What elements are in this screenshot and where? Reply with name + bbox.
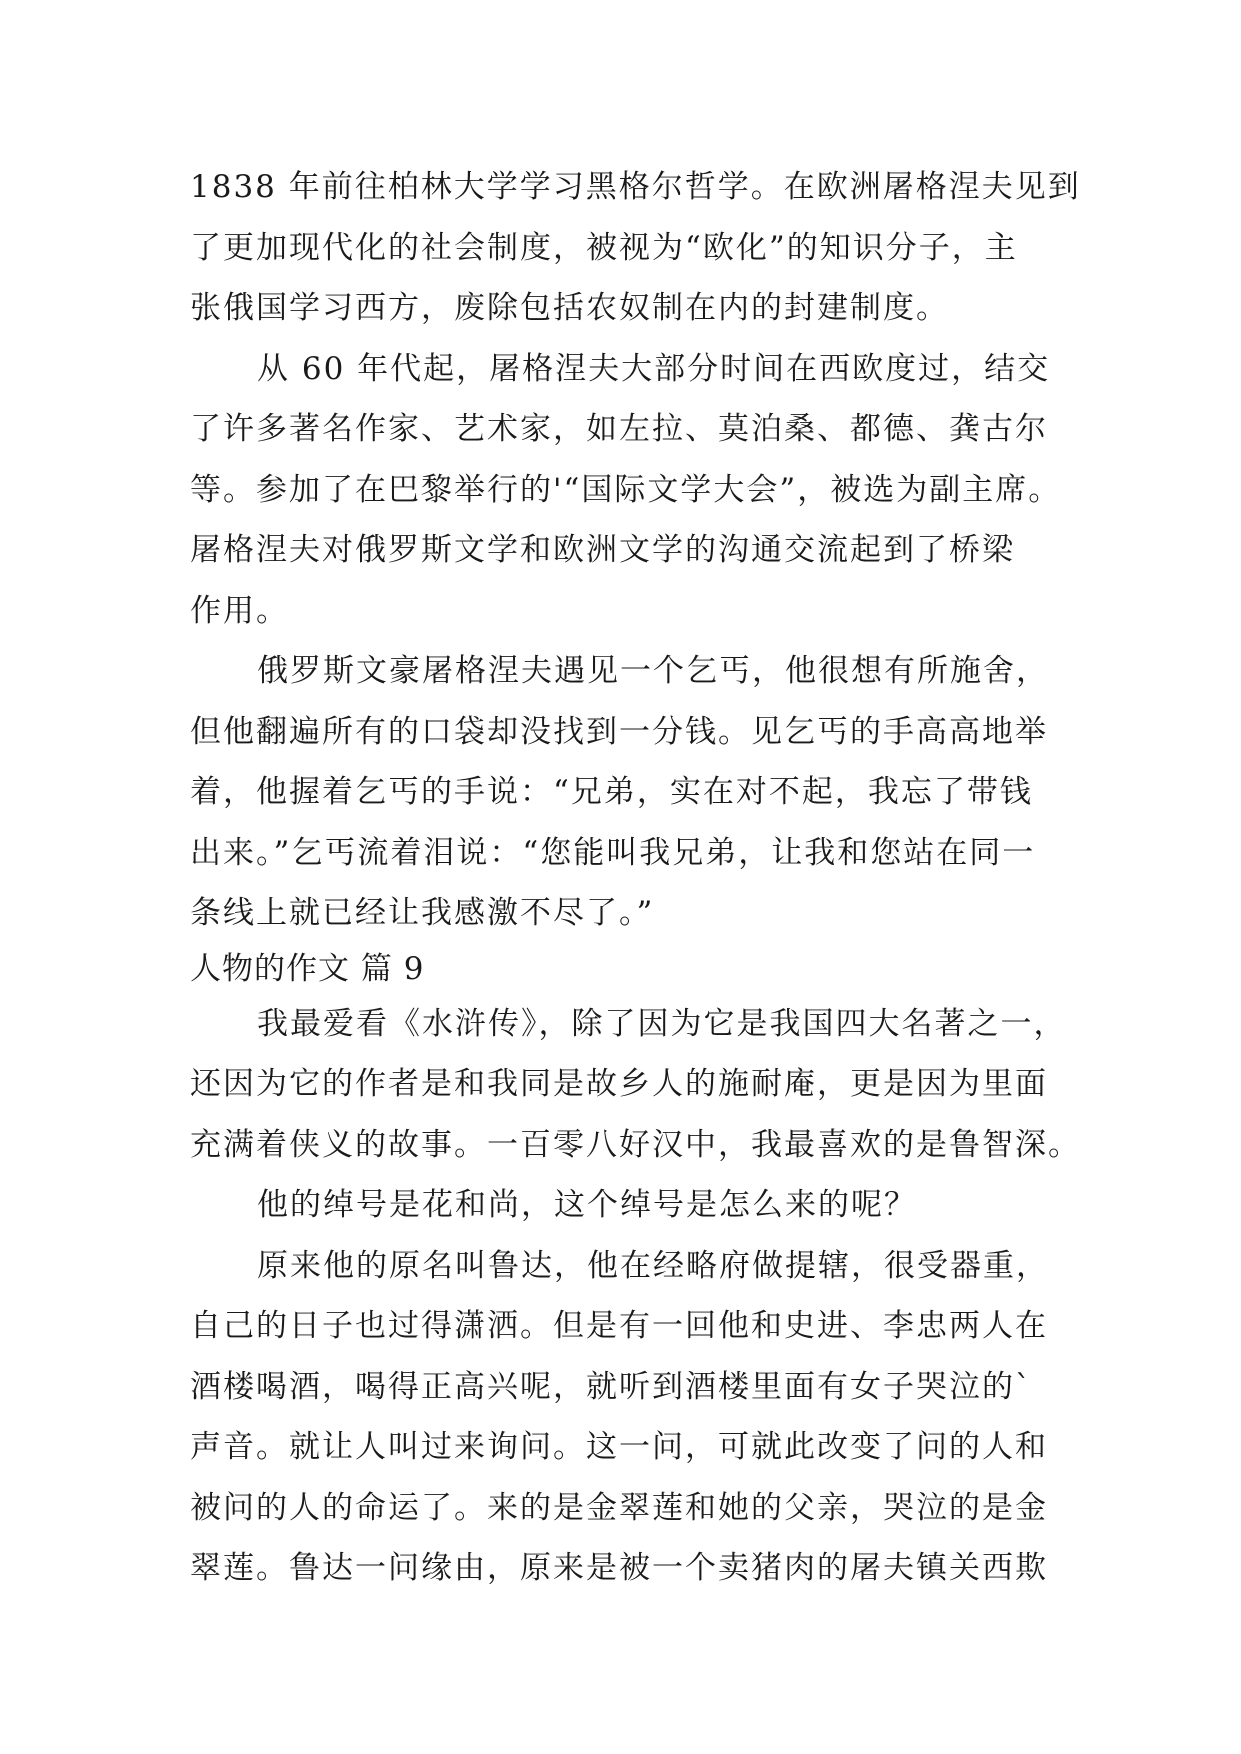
paragraph-2-line-3: 等。参加了在巴黎举行的'“国际文学大会”，被选为副主席。	[190, 471, 1062, 508]
section-heading: 人物的作文 篇 9	[190, 950, 425, 987]
paragraph-6-line-1: 原来他的原名叫鲁达，他在经略府做提辖，很受器重，	[257, 1247, 1049, 1284]
paragraph-3-line-2: 但他翻遍所有的口袋却没找到一分钱。见乞丐的手高高地举	[190, 713, 1048, 750]
paragraph-2-line-2: 了许多著名作家、艺术家，如左拉、莫泊桑、都德、龚古尔	[190, 411, 1048, 447]
paragraph-1-line-3: 张俄国学习西方，废除包括农奴制在内的封建制度。	[190, 290, 949, 326]
paragraph-4-line-2: 还因为它的作者是和我同是故乡人的施耐庵，更是因为里面	[190, 1066, 1048, 1102]
paragraph-2-line-5: 作用。	[190, 592, 289, 629]
paragraph-2-line-1: 从 60 年代起，屠格涅夫大部分时间在西欧度过，结交	[257, 350, 1051, 387]
paragraph-4-line-3: 充满着侠义的故事。一百零八好汉中，我最喜欢的是鲁智深。	[190, 1126, 1081, 1163]
paragraph-3-line-1: 俄罗斯文豪屠格涅夫遇见一个乞丐，他很想有所施舍，	[257, 653, 1049, 689]
paragraph-6-line-5: 被问的人的命运了。来的是金翠莲和她的父亲，哭泣的是金	[190, 1489, 1048, 1526]
paragraph-3-line-3: 着，他握着乞丐的手说：“兄弟，实在对不起，我忘了带钱	[190, 774, 1033, 810]
paragraph-2-line-4: 屠格涅夫对俄罗斯文学和欧洲文学的沟通交流起到了桥梁	[190, 532, 1015, 568]
paragraph-4-line-1: 我最爱看《水浒传》，除了因为它是我国四大名著之一，	[257, 1005, 1067, 1042]
paragraph-5-line-1: 他的绰号是花和尚，这个绰号是怎么来的呢？	[257, 1187, 917, 1223]
paragraph-6-line-4: 声音。就让人叫过来询问。这一问，可就此改变了问的人和	[190, 1429, 1048, 1465]
paragraph-1-line-1: 1838 年前往柏林大学学习黑格尔哲学。在欧洲屠格涅夫见到	[190, 169, 1081, 205]
paragraph-1-line-2: 了更加现代化的社会制度，被视为“欧化”的知识分子，主	[190, 229, 1018, 266]
paragraph-6-line-3: 酒楼喝酒，喝得正高兴呢，就听到酒楼里面有女子哭泣的`	[190, 1368, 1033, 1405]
paragraph-3-line-5: 条线上就已经让我感激不尽了。”	[190, 895, 655, 931]
paragraph-6-line-6: 翠莲。鲁达一问缘由，原来是被一个卖猪肉的屠夫镇关西欺	[190, 1550, 1048, 1586]
paragraph-3-line-4: 出来。”乞丐流着泪说：“您能叫我兄弟，让我和您站在同一	[190, 834, 1036, 871]
paragraph-6-line-2: 自己的日子也过得潇洒。但是有一回他和史进、李忠两人在	[190, 1308, 1048, 1344]
document-body	[190, 157, 1081, 1599]
